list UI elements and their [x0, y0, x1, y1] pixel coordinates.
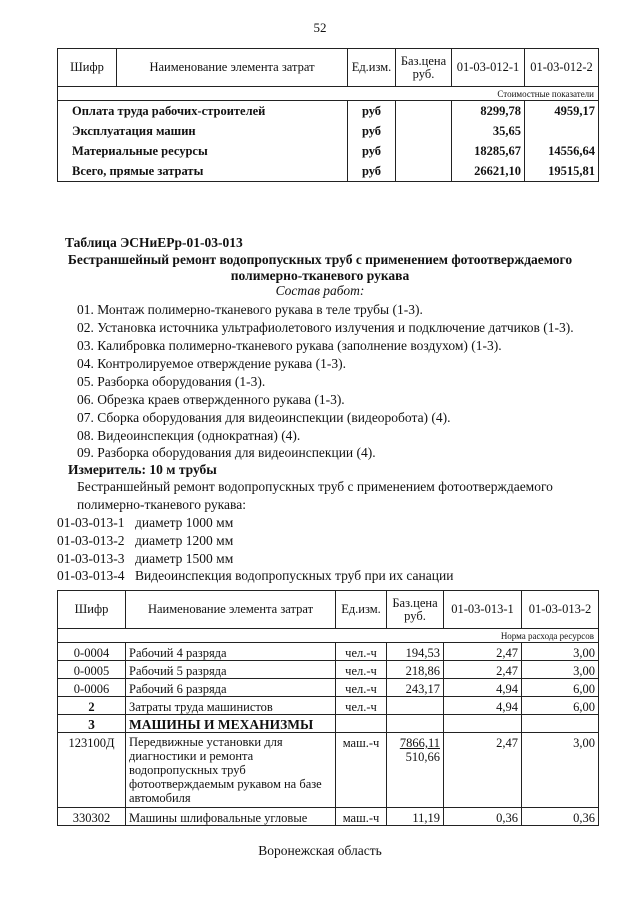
row-name: Рабочий 6 разряда [126, 679, 336, 697]
code-list-text: диаметр 1200 мм [135, 533, 234, 548]
row-price [396, 161, 452, 182]
code-list-code: 01-03-013-1 [57, 515, 125, 530]
cost-summary-table [57, 48, 599, 182]
header-col2: 01-03-012-2 [525, 49, 599, 87]
work-step: 03. Калибровка полимерно-тканевого рукава (заполнение воздухом) (1-3). [77, 338, 502, 353]
header-price: Баз.цена руб. [396, 49, 452, 87]
description: Бестраншейный ремонт водопропускных труб с применением фотоотверждаемого полимерно-тканевого рукава: [77, 479, 553, 512]
row-price: 194,53 [387, 643, 444, 661]
work-step: 07. Сборка оборудования для видеоинспекции (видеоробота) (4). [77, 410, 451, 425]
code-list-item [57, 515, 233, 531]
row-unit: руб [348, 141, 396, 161]
row-value-2: 0,36 [522, 808, 599, 826]
table-row [58, 121, 599, 141]
table-row [58, 141, 599, 161]
work-step: 06. Обрезка краев отвержденного рукава (1-3). [77, 392, 345, 407]
row-value-2: 3,00 [522, 643, 599, 661]
footer-region: Воронежская область [258, 843, 382, 858]
table-row [58, 808, 599, 826]
row-unit: чел.-ч [336, 643, 387, 661]
row-name: Затраты труда машинистов [126, 697, 336, 715]
row-name: Всего, прямые затраты [58, 161, 348, 182]
row-value-1 [444, 715, 522, 733]
row-value-1: 4,94 [444, 679, 522, 697]
row-value-2: 4959,17 [525, 101, 599, 122]
row-name: Машины шлифовальные угловые [126, 808, 336, 826]
row-code: 330302 [58, 808, 126, 826]
row-unit: чел.-ч [336, 661, 387, 679]
row-code: 3 [58, 715, 126, 733]
row-value-2: 6,00 [522, 697, 599, 715]
row-unit [336, 715, 387, 733]
work-step: 05. Разборка оборудования (1-3). [77, 374, 266, 389]
row-price [387, 697, 444, 715]
table-row [58, 161, 599, 182]
row-name: Эксплуатация машин [58, 121, 348, 141]
section-heading-line-2: полимерно-тканевого рукава [230, 268, 410, 283]
row-code: 0-0005 [58, 661, 126, 679]
work-step: 02. Установка источника ультрафиолетового излучения и подключение датчиков (1-3). [77, 320, 574, 335]
work-step: 09. Разборка оборудования для видеоинспекции (4). [77, 445, 376, 460]
row-unit: маш.-ч [336, 733, 387, 808]
row-value-2: 14556,64 [525, 141, 599, 161]
row-name: Рабочий 5 разряда [126, 661, 336, 679]
row-unit: чел.-ч [336, 679, 387, 697]
header-unit: Ед.изм. [348, 49, 396, 87]
row-value-1: 18285,67 [452, 141, 525, 161]
table-row [58, 679, 599, 697]
table-row [58, 643, 599, 661]
row-unit: руб [348, 121, 396, 141]
row-unit: чел.-ч [336, 697, 387, 715]
section-heading-line-1: Бестраншейный ремонт водопропускных труб с применением фотоотверждаемого [67, 252, 573, 267]
row-code: 123100Д [58, 733, 126, 808]
work-step: 01. Монтаж полимерно-тканевого рукава в теле трубы (1-3). [77, 302, 423, 317]
row-unit: маш.-ч [336, 808, 387, 826]
code-list-item [57, 568, 453, 584]
code-list-text: диаметр 1000 мм [135, 515, 234, 530]
row-value-1: 2,47 [444, 643, 522, 661]
code-list-item [57, 533, 233, 549]
row-value-1: 26621,10 [452, 161, 525, 182]
row-value-1: 8299,78 [452, 101, 525, 122]
row-name: Оплата труда рабочих-строителей [58, 101, 348, 122]
code-list-text: диаметр 1500 мм [135, 551, 234, 566]
code-list-code: 01-03-013-3 [57, 551, 125, 566]
row-price [396, 141, 452, 161]
table-header-row [58, 591, 599, 629]
row-name: Передвижные установки для диагностики и ремонта водопропускных труб фотоотверждаемым рукавом на базе автомобиля [126, 733, 336, 808]
row-code: 0-0006 [58, 679, 126, 697]
table-row [58, 697, 599, 715]
table-header-row [58, 49, 599, 87]
resource-norms-table [57, 590, 599, 826]
code-list-code: 01-03-013-4 [57, 568, 125, 583]
row-value-2: 3,00 [522, 733, 599, 808]
header-col1: 01-03-013-1 [444, 591, 522, 629]
table-row [58, 101, 599, 122]
row-price [396, 101, 452, 122]
row-price: 218,86 [387, 661, 444, 679]
table-row [58, 733, 599, 808]
row-value-1: 2,47 [444, 733, 522, 808]
row-price-cell [387, 733, 444, 808]
row-section-name: МАШИНЫ И МЕХАНИЗМЫ [126, 715, 336, 733]
row-name: Рабочий 4 разряда [126, 643, 336, 661]
row-value-2: 19515,81 [525, 161, 599, 182]
work-step: 08. Видеоинспекция (однократная) (4). [77, 428, 301, 443]
table-row [58, 661, 599, 679]
header-code: Шифр [58, 49, 117, 87]
subheader: Стоимостные показатели [58, 87, 599, 101]
row-unit: руб [348, 101, 396, 122]
header-col2: 01-03-013-2 [522, 591, 599, 629]
header-price: Баз.цена руб. [387, 591, 444, 629]
row-value-2 [522, 715, 599, 733]
row-value-2: 3,00 [522, 661, 599, 679]
header-code: Шифр [58, 591, 126, 629]
row-value-1: 35,65 [452, 121, 525, 141]
row-code: 2 [58, 697, 126, 715]
table-subheader-row [58, 87, 599, 101]
code-list-code: 01-03-013-2 [57, 533, 125, 548]
row-name: Материальные ресурсы [58, 141, 348, 161]
row-code: 0-0004 [58, 643, 126, 661]
row-price: 243,17 [387, 679, 444, 697]
row-price [396, 121, 452, 141]
measurer: Измеритель: 10 м трубы [68, 462, 217, 477]
row-value-2: 6,00 [522, 679, 599, 697]
header-unit: Ед.изм. [336, 591, 387, 629]
row-value-1: 4,94 [444, 697, 522, 715]
subheader: Норма расхода ресурсов [58, 629, 599, 643]
work-step: 04. Контролируемое отверждение рукава (1-3). [77, 356, 346, 371]
table-row [58, 715, 599, 733]
code-list-item [57, 551, 233, 567]
row-price [387, 715, 444, 733]
row-price-secondary: 510,66 [405, 750, 440, 764]
row-value-2 [525, 121, 599, 141]
row-price: 7866,11 [399, 736, 440, 750]
page-number: 52 [313, 20, 327, 35]
row-value-1: 2,47 [444, 661, 522, 679]
code-list-text: Видеоинспекция водопропускных труб при их санации [135, 568, 454, 583]
row-value-1: 0,36 [444, 808, 522, 826]
header-col1: 01-03-012-1 [452, 49, 525, 87]
composition-label: Состав работ: [275, 283, 365, 298]
table-title: Таблица ЭСНиЕРр-01-03-013 [65, 235, 243, 250]
header-name: Наименование элемента затрат [126, 591, 336, 629]
table-subheader-row [58, 629, 599, 643]
row-unit: руб [348, 161, 396, 182]
header-name: Наименование элемента затрат [117, 49, 348, 87]
row-price: 11,19 [387, 808, 444, 826]
